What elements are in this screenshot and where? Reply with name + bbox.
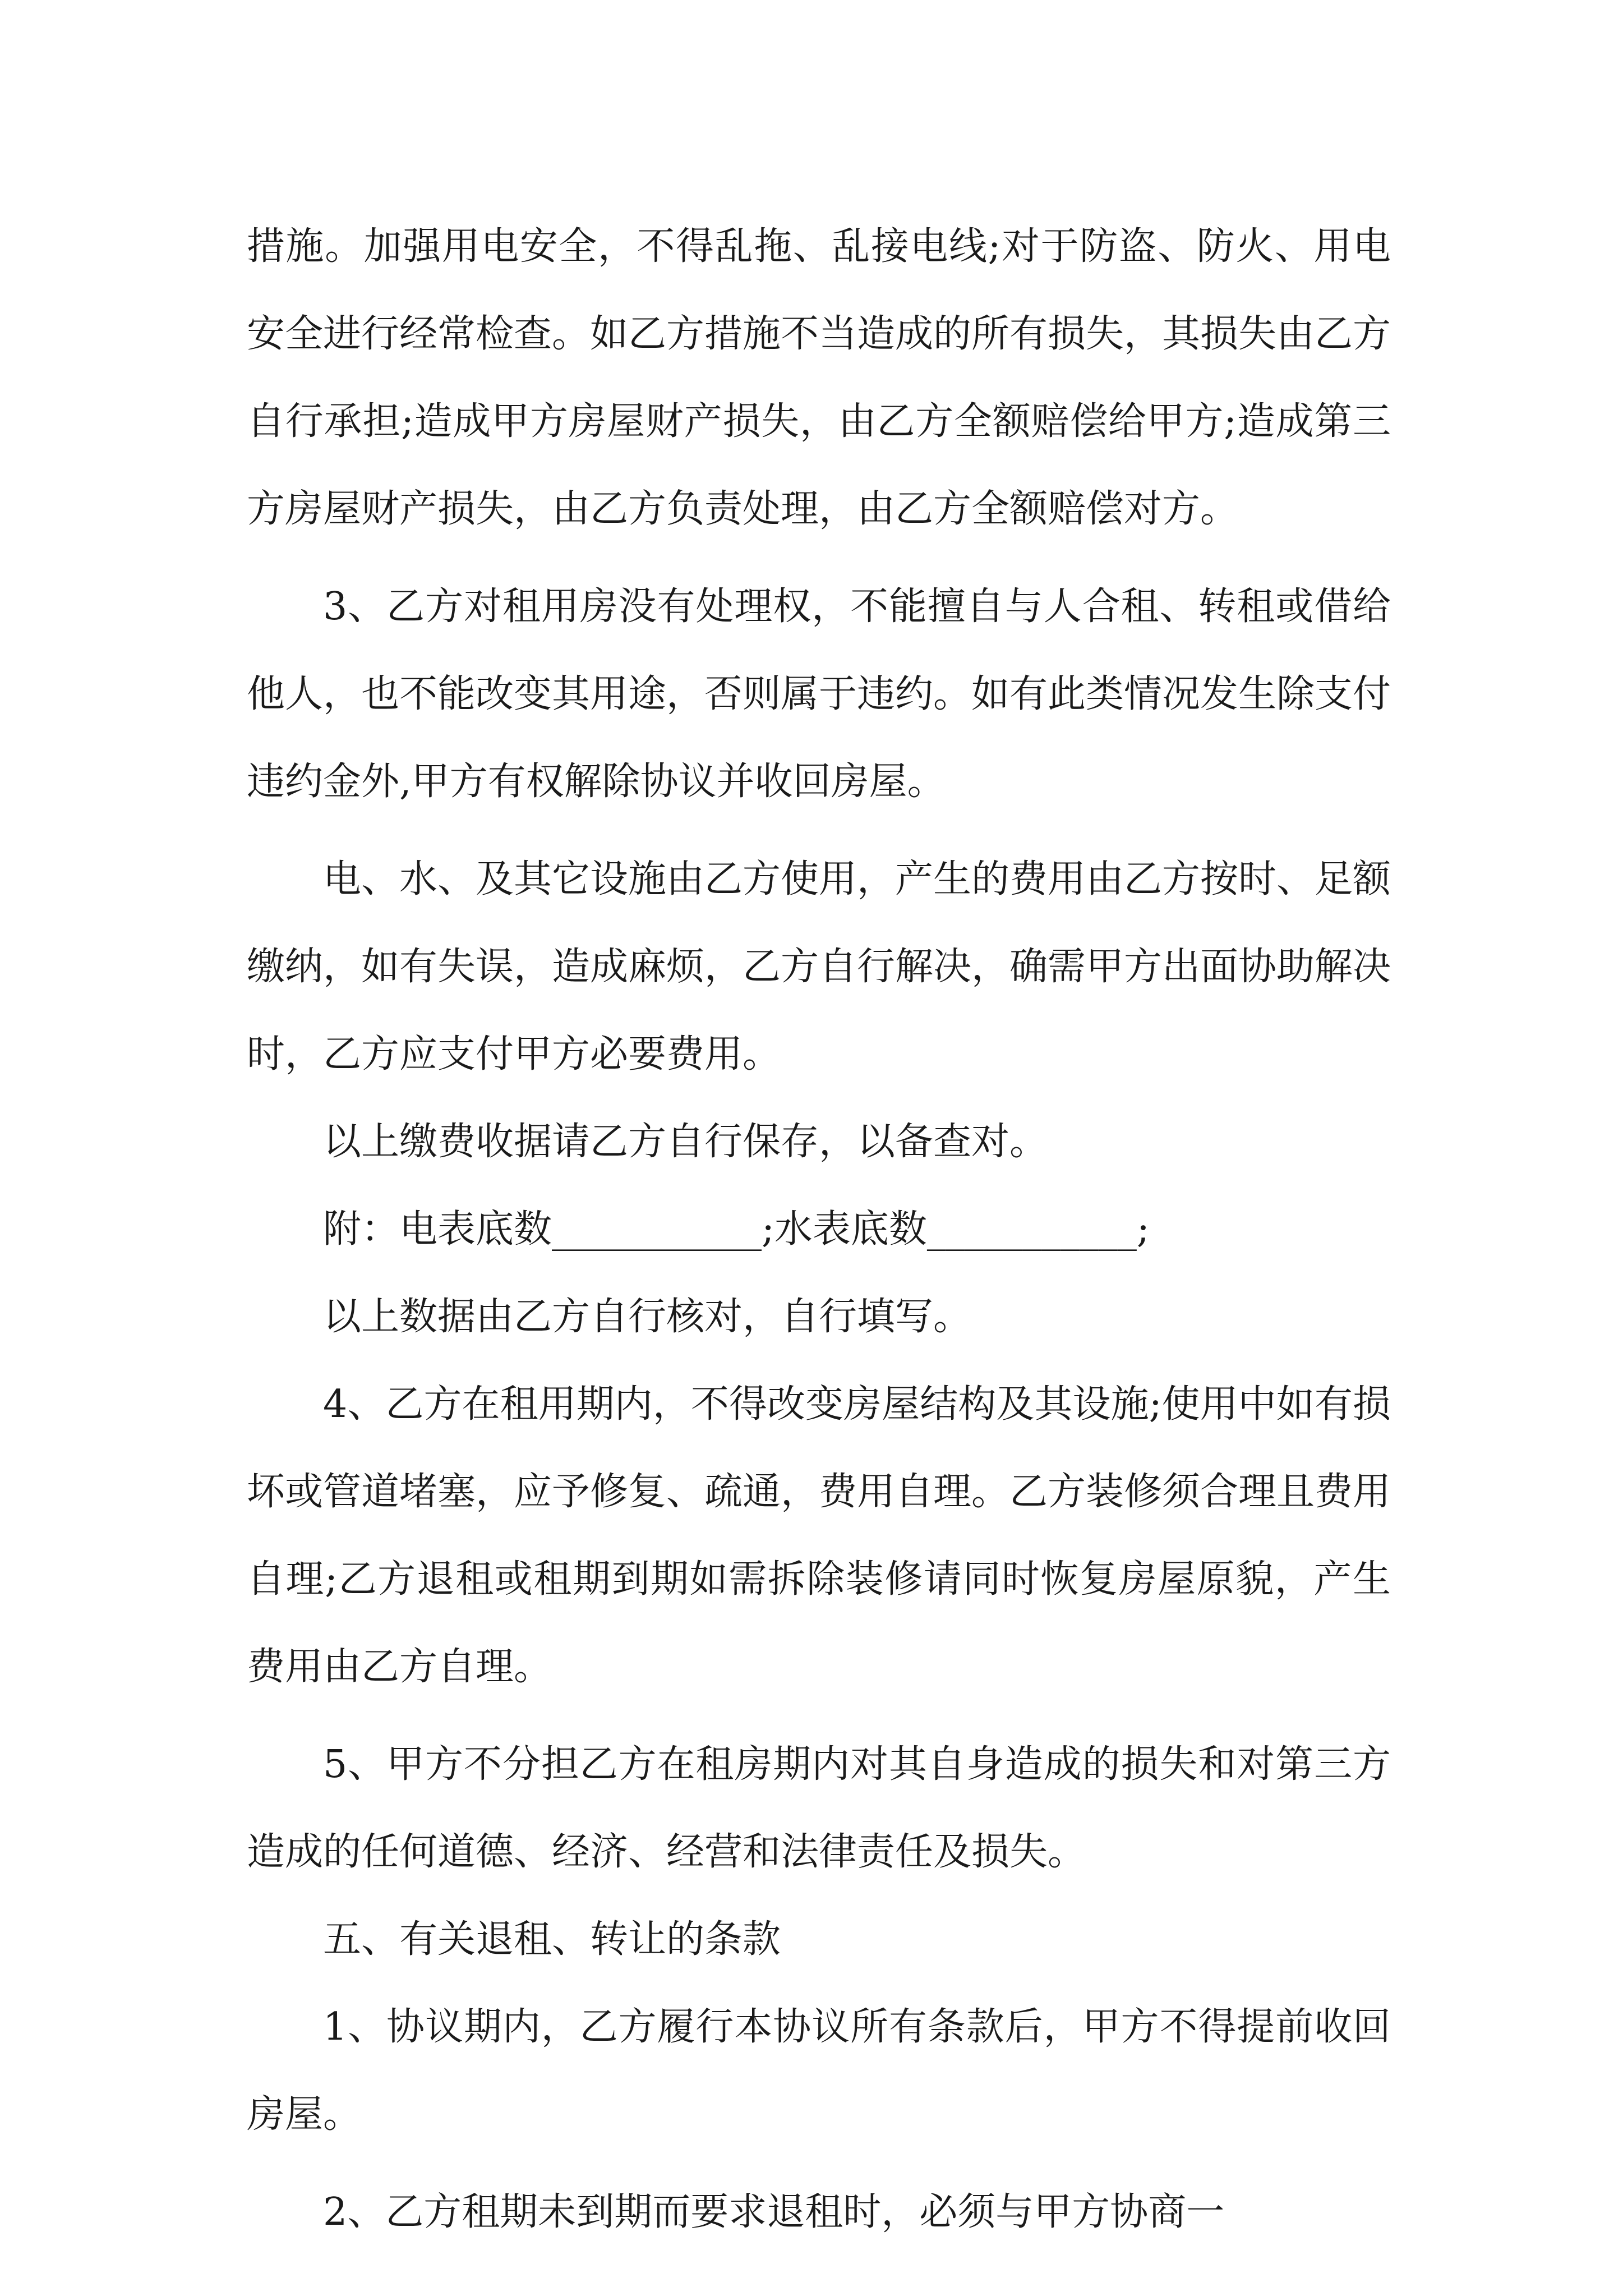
paragraph-clause-5: 5、甲方不分担乙方在租房期内对其自身造成的损失和对第三方造成的任何道德、经济、经营和法律责任及损失。 (247, 1742, 1391, 1874)
paragraph-termination-2: 2、乙方租期未到期而要求退租时，必须与甲方协商一 (323, 2190, 1225, 2234)
paragraph-meter-readings: 附：电表底数___________;水表底数___________; (323, 1207, 1150, 1251)
paragraph-safety-measures: 措施。加强用电安全，不得乱拖、乱接电线;对于防盗、防火、用电安全进行经常检查。如乙方措施不当造成的所有损失，其损失由乙方自行承担;造成甲方房屋财产损失，由乙方全额赔偿给甲方;造成第三方房屋财产损失，由乙方负责处理，由乙方全额赔偿对方。 (247, 224, 1391, 531)
paragraph-utilities: 电、水、及其它设施由乙方使用，产生的费用由乙方按时、足额缴纳，如有失误，造成麻烦，乙方自行解决，确需甲方出面协助解决时，乙方应支付甲方必要费用。 (247, 857, 1391, 1076)
paragraph-clause-3: 3、乙方对租用房没有处理权，不能擅自与人合租、转租或借给他人，也不能改变其用途，否则属于违约。如有此类情况发生除支付违约金外,甲方有权解除协议并收回房屋。 (247, 585, 1391, 804)
paragraph-self-check: 以上数据由乙方自行核对，自行填写。 (323, 1295, 972, 1339)
paragraph-receipts: 以上缴费收据请乙方自行保存，以备查对。 (323, 1120, 1048, 1164)
paragraph-termination-1: 1、协议期内，乙方履行本协议所有条款后，甲方不得提前收回房屋。 (247, 2005, 1391, 2137)
paragraph-clause-4: 4、乙方在租用期内，不得改变房屋结构及其设施;使用中如有损坏或管道堵塞，应予修复、疏通，费用自理。乙方装修须合理且费用自理;乙方退租或租期到期如需拆除装修请同时恢复房屋原貌，产生费用由乙方自理。 (247, 1382, 1391, 1689)
document-body (247, 203, 1391, 2256)
section-heading-termination: 五、有关退租、转让的条款 (323, 1917, 781, 1962)
